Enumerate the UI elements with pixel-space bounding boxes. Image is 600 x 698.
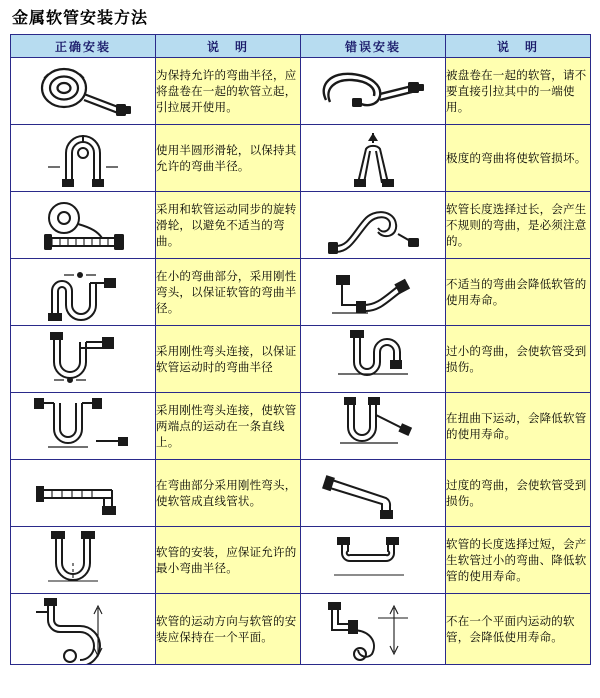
description-text: 软管的安装，应保证允许的最小弯曲半径。 xyxy=(156,527,301,594)
description-text: 在小的弯曲部分，采用刚性弯头，以保证软管的弯曲半径。 xyxy=(156,259,301,326)
too-small-bend-icon xyxy=(301,326,446,393)
description-text: 不在一个平面内运动的软管，会降低使用寿命。 xyxy=(446,594,591,665)
min-bend-radius-u-icon xyxy=(11,527,156,594)
rigid-elbow-straight-line-icon xyxy=(11,393,156,460)
description-text: 软管的长度选择过短，会产生软管过小的弯曲、降低软管的使用寿命。 xyxy=(446,527,591,594)
table-row xyxy=(11,527,591,594)
description-text: 被盘卷在一起的软管，请不要直接引拉其中的一端使用。 xyxy=(446,58,591,125)
column-header-wrong-text: 说 明 xyxy=(446,35,591,58)
description-text: 不适当的弯曲会降低软管的使用寿命。 xyxy=(446,259,591,326)
description-text: 在弯曲部分采用刚性弯头，使软管成直线管状。 xyxy=(156,460,301,527)
description-text: 极度的弯曲将使软管损坏。 xyxy=(446,125,591,192)
column-header-correct-image: 正确安装 xyxy=(11,35,156,58)
table-header-row xyxy=(11,35,591,58)
coiled-hose-pulled-icon xyxy=(301,58,446,125)
rigid-elbow-small-bend-icon xyxy=(11,259,156,326)
rigid-elbow-u-bend-icon xyxy=(11,326,156,393)
description-text: 使用半圆形滑轮，以保持其允许的弯曲半径。 xyxy=(156,125,301,192)
description-text: 采用刚性弯头连接，以保证软管运动时的弯曲半径 xyxy=(156,326,301,393)
overlong-hose-loop-icon xyxy=(301,192,446,259)
description-text: 软管长度选择过长，会产生不规则的弯曲，是必须注意的。 xyxy=(446,192,591,259)
column-header-correct-text: 说 明 xyxy=(156,35,301,58)
table-row xyxy=(11,58,591,125)
description-text: 为保持允许的弯曲半径，应将盘卷在一起的软管立起，引拉展开使用。 xyxy=(156,58,301,125)
column-header-wrong-image: 错误安装 xyxy=(301,35,446,58)
table-row xyxy=(11,393,591,460)
out-of-plane-motion-icon xyxy=(301,594,446,665)
table-row xyxy=(11,594,591,665)
description-text: 软管的运动方向与软管的安装应保持在一个平面。 xyxy=(156,594,301,665)
excessive-bend-icon xyxy=(301,460,446,527)
half-round-pulley-icon xyxy=(11,125,156,192)
hose-installation-table xyxy=(10,34,591,665)
table-row xyxy=(11,192,591,259)
table-row xyxy=(11,125,591,192)
improper-bend-block-icon xyxy=(301,259,446,326)
description-text: 过度的弯曲，会使软管受到损伤。 xyxy=(446,460,591,527)
description-text: 采用刚性弯头连接，使软管两端点的运动在一条直线上。 xyxy=(156,393,301,460)
description-text: 过小的弯曲，会使软管受到损伤。 xyxy=(446,326,591,393)
page-title: 金属软管安装方法 xyxy=(12,8,149,27)
description-text: 采用和软管运动同步的旋转滑轮，以避免不适当的弯曲。 xyxy=(156,192,301,259)
table-row xyxy=(11,460,591,527)
coiled-hose-standing-icon xyxy=(11,58,156,125)
description-text: 在扭曲下运动，会降低软管的使用寿命。 xyxy=(446,393,591,460)
straight-pipe-elbow-icon xyxy=(11,460,156,527)
overlong-length-square-icon xyxy=(301,527,446,594)
sharp-bend-hose-icon xyxy=(301,125,446,192)
same-plane-motion-icon xyxy=(11,594,156,665)
torsion-bend-icon xyxy=(301,393,446,460)
rotating-pulley-chain-icon xyxy=(11,192,156,259)
table-row xyxy=(11,259,591,326)
table-row xyxy=(11,326,591,393)
